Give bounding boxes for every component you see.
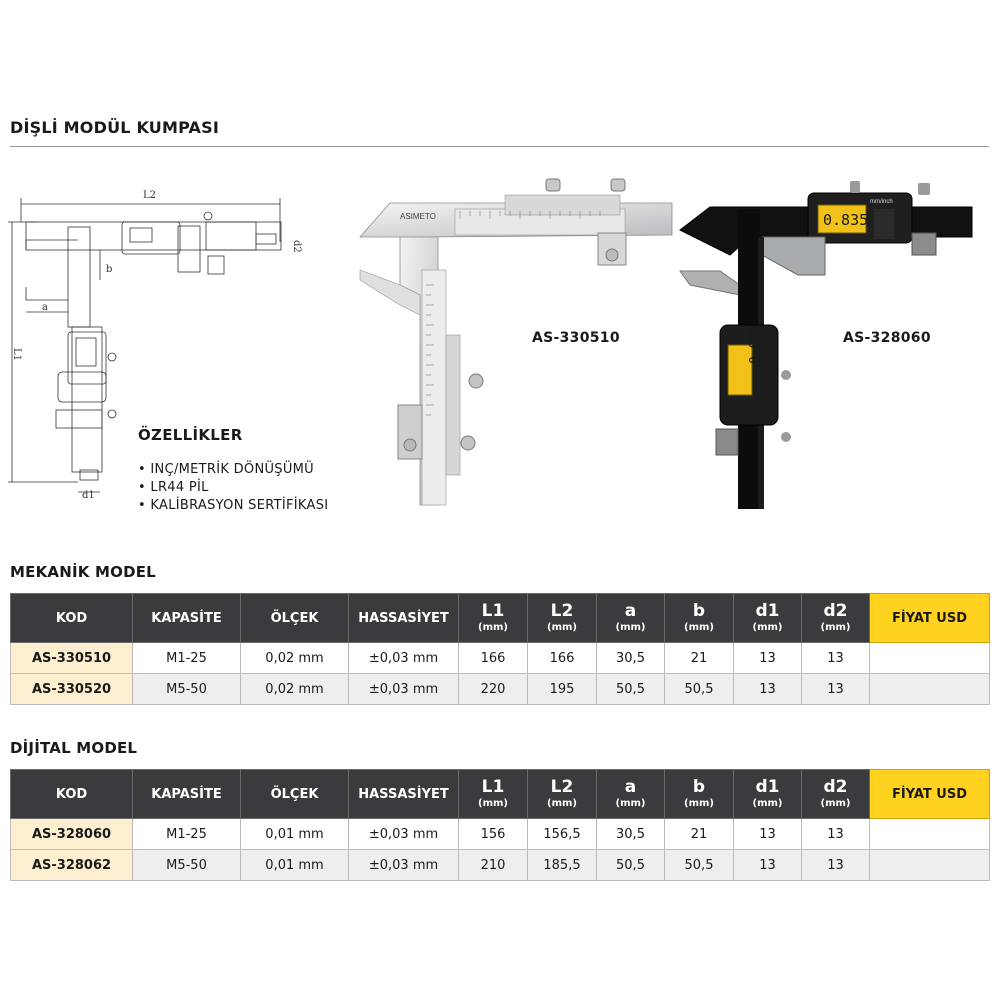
cell-L1: 156 [459, 819, 528, 850]
cell-fiyat [870, 850, 990, 881]
cell-hassasiyet: ±0,03 mm [349, 643, 459, 674]
cell-d1: 13 [734, 643, 802, 674]
cell-a: 30,5 [597, 643, 665, 674]
cell-fiyat [870, 674, 990, 705]
cell-L1: 220 [459, 674, 528, 705]
cell-b: 50,5 [665, 850, 734, 881]
dimension-diagram [8, 182, 302, 502]
cell-kapasite: M5-50 [133, 850, 241, 881]
header-fiyat: FİYAT USD [870, 594, 990, 643]
table-row [11, 643, 990, 674]
cell-b: 50,5 [665, 674, 734, 705]
table-header-row [11, 594, 990, 643]
cell-kod: AS-328060 [11, 819, 133, 850]
cell-L2: 156,5 [528, 819, 597, 850]
section-title-digital: DİJİTAL MODEL [10, 739, 138, 757]
cell-hassasiyet: ±0,03 mm [349, 850, 459, 881]
cell-d1: 13 [734, 850, 802, 881]
header-L2: L2 (mm) [528, 594, 597, 643]
cell-olcek: 0,02 mm [241, 674, 349, 705]
header-fiyat: FİYAT USD [870, 770, 990, 819]
lcd-value-side: 0.835 [748, 324, 763, 364]
header-hassasiyet: HASSASİYET [349, 770, 459, 819]
header-a: a (mm) [597, 770, 665, 819]
page-title: DİŞLİ MODÜL KUMPASI [10, 118, 219, 137]
cell-d2: 13 [802, 819, 870, 850]
cell-d1: 13 [734, 674, 802, 705]
dim-label-d1: d1 [82, 490, 95, 501]
cell-a: 30,5 [597, 819, 665, 850]
mode-label: mm/inch [870, 199, 893, 205]
features-list [138, 461, 328, 515]
header-olcek: ÖLÇEK [241, 770, 349, 819]
dim-label-d2: d2 [291, 240, 302, 253]
header-kod: KOD [11, 594, 133, 643]
cell-kod: AS-330510 [11, 643, 133, 674]
cell-L1: 210 [459, 850, 528, 881]
header-d2: d2 (mm) [802, 770, 870, 819]
cell-olcek: 0,02 mm [241, 643, 349, 674]
mechanical-caliper-image [360, 175, 672, 505]
cell-L2: 166 [528, 643, 597, 674]
cell-fiyat [870, 643, 990, 674]
header-a: a (mm) [597, 594, 665, 643]
cell-kapasite: M1-25 [133, 643, 241, 674]
table-row [11, 674, 990, 705]
features-title: ÖZELLİKLER [138, 426, 243, 444]
cell-b: 21 [665, 819, 734, 850]
cell-L1: 166 [459, 643, 528, 674]
header-b: b (mm) [665, 594, 734, 643]
header-L1: L1 (mm) [459, 594, 528, 643]
dim-label-L1: L1 [11, 348, 22, 362]
cell-hassasiyet: ±0,03 mm [349, 674, 459, 705]
section-title-mechanical: MEKANİK MODEL [10, 563, 156, 581]
table-header-row [11, 770, 990, 819]
product-code-label-digital: AS-328060 [843, 330, 931, 346]
dim-label-L2: L2 [143, 190, 157, 201]
cell-b: 21 [665, 643, 734, 674]
cell-a: 50,5 [597, 674, 665, 705]
table-row [11, 819, 990, 850]
dim-label-b: b [106, 264, 113, 275]
header-b: b (mm) [665, 770, 734, 819]
cell-kod: AS-328062 [11, 850, 133, 881]
lcd-value-top: 0.835 [823, 211, 869, 229]
header-L2: L2 (mm) [528, 770, 597, 819]
cell-hassasiyet: ±0,03 mm [349, 819, 459, 850]
product-code-label-mechanical: AS-330510 [532, 330, 620, 346]
cell-d2: 13 [802, 850, 870, 881]
dim-label-a: a [42, 302, 48, 313]
mechanical-spec-table [10, 593, 990, 705]
cell-d2: 13 [802, 674, 870, 705]
header-d2: d2 (mm) [802, 594, 870, 643]
header-L1: L1 (mm) [459, 770, 528, 819]
cell-L2: 195 [528, 674, 597, 705]
cell-d1: 13 [734, 819, 802, 850]
header-kapasite: KAPASİTE [133, 594, 241, 643]
cell-kod: AS-330520 [11, 674, 133, 705]
cell-L2: 185,5 [528, 850, 597, 881]
header-kod: KOD [11, 770, 133, 819]
cell-fiyat [870, 819, 990, 850]
cell-kapasite: M5-50 [133, 674, 241, 705]
brand-label: ASIMETO [400, 212, 436, 221]
header-d1: d1 (mm) [734, 594, 802, 643]
header-hassasiyet: HASSASİYET [349, 594, 459, 643]
feature-item: • LR44 PİL [138, 479, 328, 497]
cell-kapasite: M1-25 [133, 819, 241, 850]
cell-a: 50,5 [597, 850, 665, 881]
header-olcek: ÖLÇEK [241, 594, 349, 643]
title-divider [10, 146, 989, 147]
cell-olcek: 0,01 mm [241, 819, 349, 850]
header-kapasite: KAPASİTE [133, 770, 241, 819]
feature-item: • KALİBRASYON SERTİFİKASI [138, 497, 328, 515]
table-row [11, 850, 990, 881]
header-d1: d1 (mm) [734, 770, 802, 819]
digital-spec-table [10, 769, 990, 881]
cell-olcek: 0,01 mm [241, 850, 349, 881]
feature-item: • INÇ/METRİK DÖNÜŞÜMÜ [138, 461, 328, 479]
cell-d2: 13 [802, 643, 870, 674]
